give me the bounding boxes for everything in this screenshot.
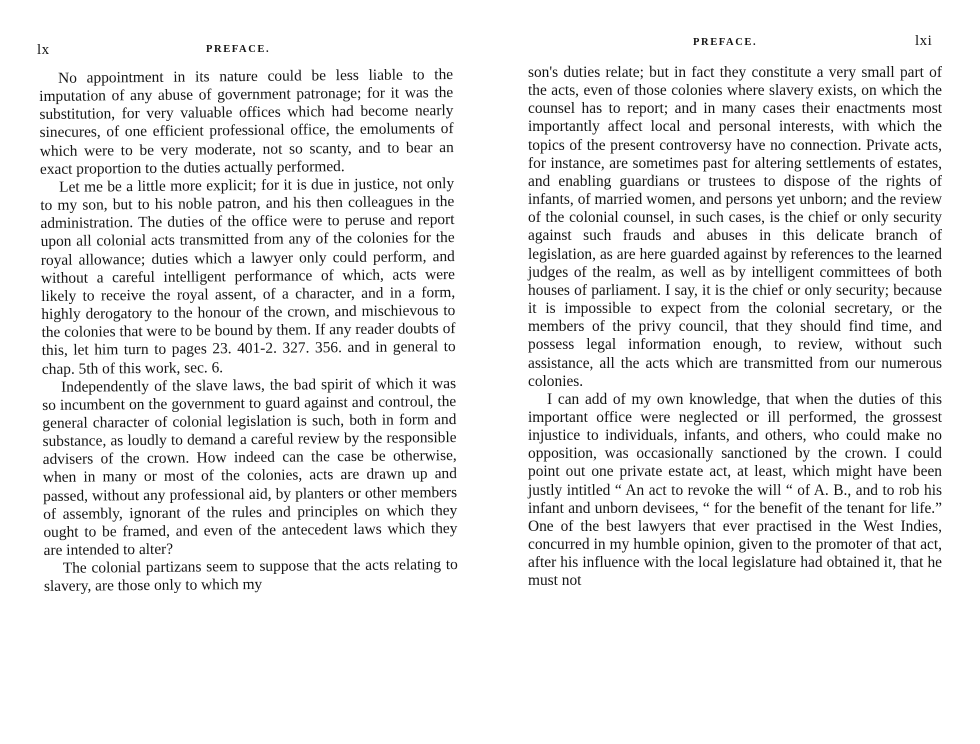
running-head: PREFACE. [206, 44, 271, 55]
paragraph: The colonial partizans seem to suppose that the acts relating to slavery, are those only to which my [43, 556, 458, 596]
paragraph: Let me be a little more explicit; for it is due in justice, not only to my son, but to his noble patron, and his then colleagues in the administration. The duties of the office were to peruse and report upon all colonial acts transmitted from any of the colonies for the royal allowance; duties which a lawyer only could perform, and without a careful intelligent performance of which, acts were likely to receive the royal assent, of a character, and in a form, highly derogatory to the honour of the crown, and mischievous to the colonies that were to be bound by them. If any reader doubts of this, let him turn to pages 23. 401-2. 327. 356. and in general to chap. 5th of this work, sec. 6. [40, 174, 456, 378]
paragraph: son's duties relate; but in fact they constitute a very small part of the acts, even of those colonies where slavery exists, on which the counsel has to report; and in many cases their enactments most importantly affect local and personal interests, with which the topics of the present controversy have no connection. Private acts, for instance, are sometimes past for altering settlements of estates, and enabling guardians or trustees to dispose of the rights of infants, of married women, and persons yet unborn; and the review of the colonial counsel, in such cases, is the chief or only security against such frauds and abuses in this delicate branch of legislation, as are here guarded against by references to the learned judges of the realm, as well as by intelligent committees of both houses of parliament. I say, it is the chief or only security; because it is impossible to expect from the colonial secretary, or the members of the privy council, that they should find time, and possess legal information enough, to review, without such assistance, all the acts which are transmitted from our numerous colonies. [528, 64, 942, 390]
paragraph: Independently of the slave laws, the bad spirit of which it was so incumbent on the government to guard against and controul, the general character of colonial legislation is such, both in form and substance, as loudly to demand a careful review by the responsible advisers of the crown. How indeed can the case be otherwise, when in many or most of the colonies, acts are drawn up and passed, without any professional aid, by planters or other members of assembly, ignorant of the rules and principles on which they ought to be framed, and even of the antecedent laws which they are intended to alter? [42, 374, 458, 560]
paragraph: No appointment in its nature could be less liable to the imputation of any abuse of government patronage; for it was the substitution, for very valuable offices which had become nearly sinecures, of one efficient professional office, the emoluments of which were to be very moderate, not so scanty, and to bear an exact proportion to the duties actually performed. [39, 66, 454, 178]
page-number: lxi [915, 33, 933, 49]
right-page [490, 0, 980, 744]
paragraph: I can add of my own knowledge, that when the duties of this important office were neglected or ill performed, the grossest injustice to individuals, infants, and others, who could make no opposition, was occasionally sanctioned by the crown. I could point out one private estate act, at least, which might have been justly intitled “ An act to revoke the will “ of A. B., and to rob his infant and unborn devisees, “ for the benefit of the tenant for life.” One of the best lawyers that ever practised in the West Indies, concurred in my humble opinion, given to the promoter of that act, after his influence with the local legislature had obtained it, that he must not [528, 390, 942, 590]
page-body [39, 66, 458, 596]
page-number: lx [37, 42, 50, 58]
page-body [528, 64, 942, 591]
running-head: PREFACE. [693, 37, 758, 48]
